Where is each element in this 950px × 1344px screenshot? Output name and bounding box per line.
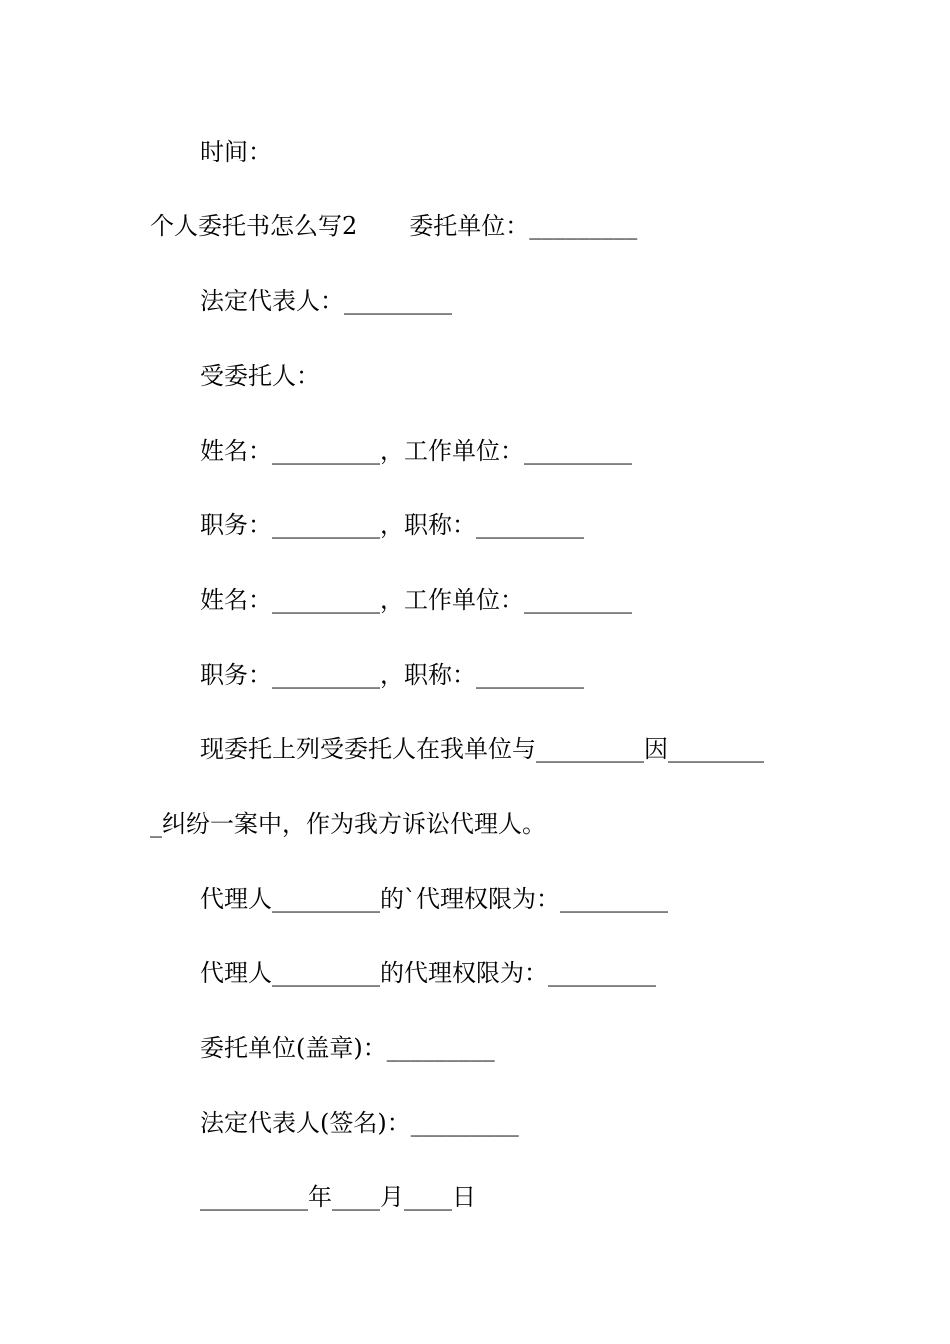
agent-2-scope-line: 代理人_________的代理权限为：_________ [200, 959, 656, 987]
legal-representative-line: 法定代表人：_________ [200, 287, 452, 315]
agent-2-name-line: 姓名：_________，工作单位：_________ [200, 586, 632, 614]
entrust-statement-line: 现委托上列受委托人在我单位与_________因________ [200, 735, 764, 763]
representative-signature-line: 法定代表人(签名)：_________ [200, 1109, 519, 1137]
unit-seal-line: 委托单位(盖章)：_________ [200, 1034, 495, 1062]
agent-header-line: 受委托人： [200, 362, 320, 390]
agent-2-post-line: 职务：_________，职称：_________ [200, 661, 584, 689]
agent-1-name-line: 姓名：_________，工作单位：_________ [200, 437, 632, 465]
agent-1-post-line: 职务：_________，职称：_________ [200, 511, 584, 539]
heading-and-unit-line [150, 206, 830, 246]
document-heading: 个人委托书怎么写2 [150, 212, 358, 240]
agent-1-scope-line: 代理人_________的`代理权限为：_________ [200, 885, 668, 913]
entrusting-unit-field: 委托单位：_________ [409, 212, 638, 240]
time-line: 时间： [200, 138, 272, 166]
date-line: _________年____月____日 [200, 1183, 476, 1211]
entrust-statement-continued-line: _纠纷一案中，作为我方诉讼代理人。 [150, 810, 546, 838]
